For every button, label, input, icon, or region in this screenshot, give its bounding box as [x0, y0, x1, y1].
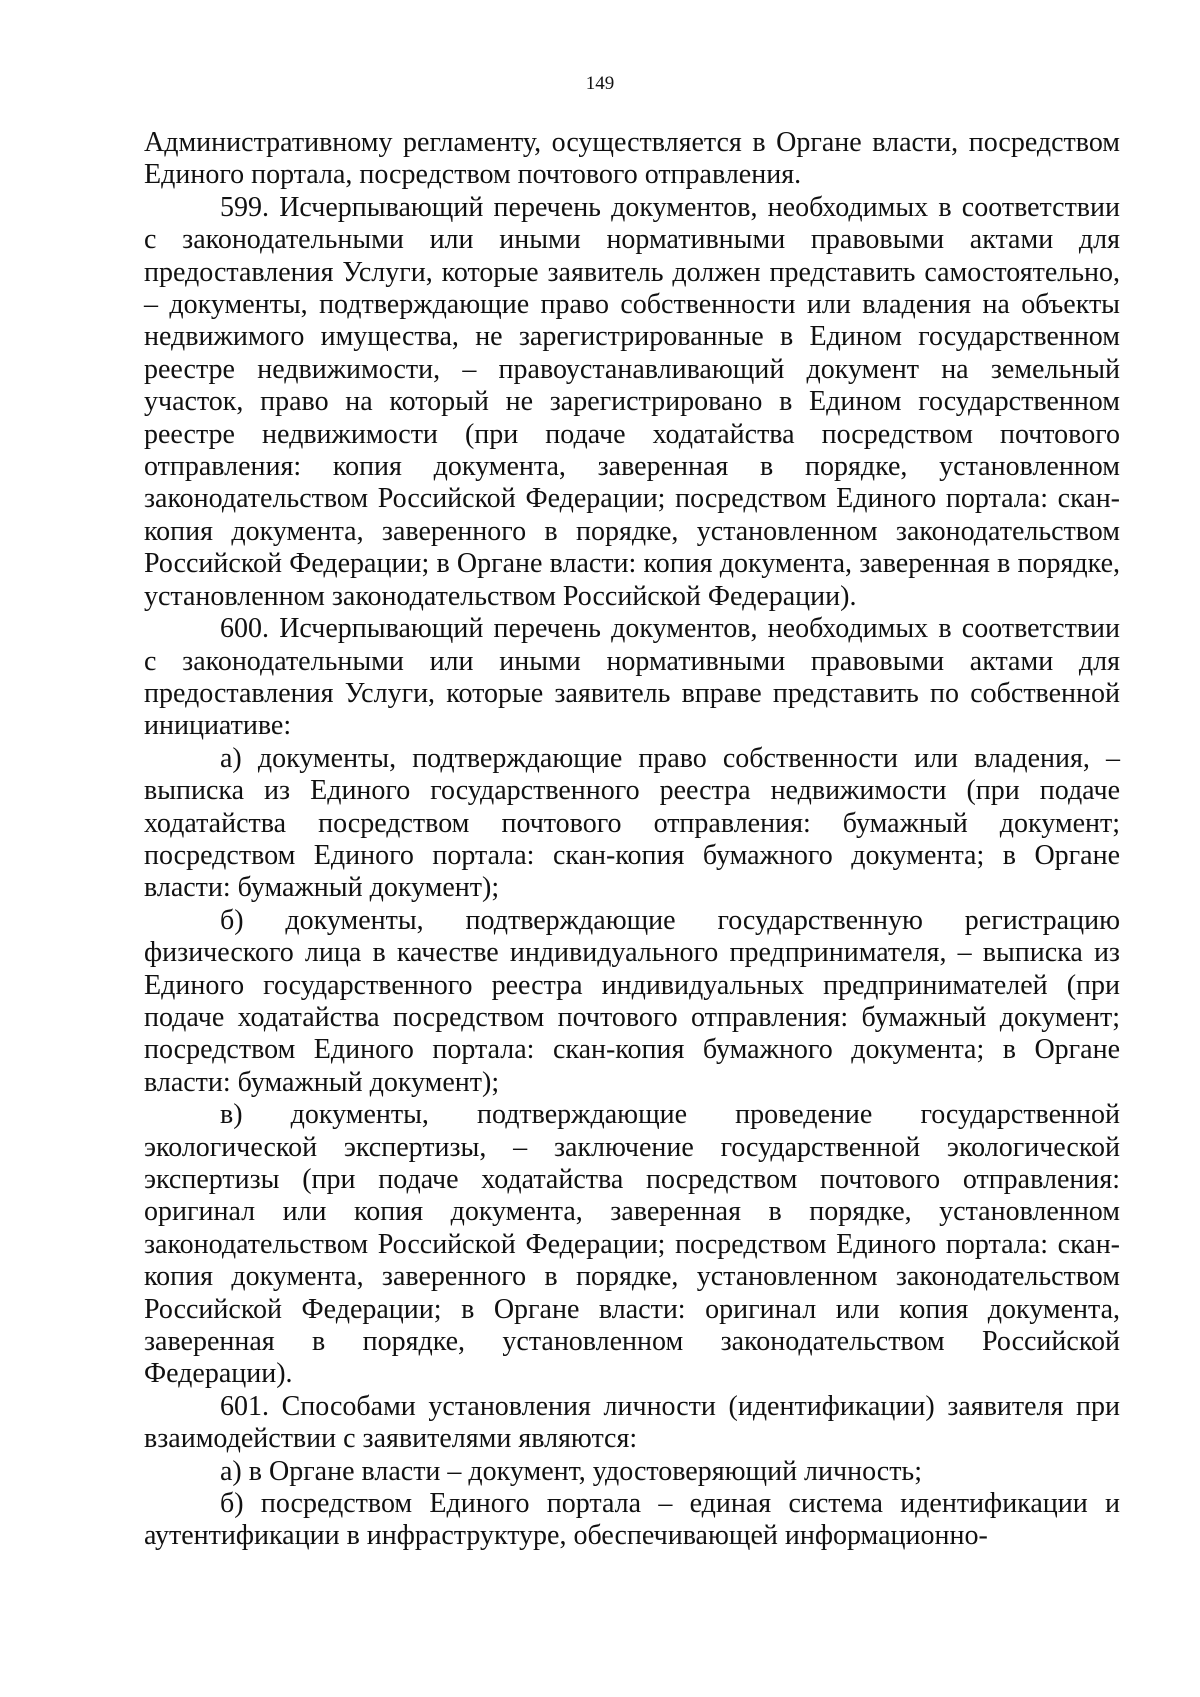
- list-item-600-v: в) документы, подтверждающие проведение государственной экологической экспертизы, – заключение государственной экологической экспертизы (при подаче ходатайства посредством почтового отправления: оригинал или копия документа, заверенная в порядке, установленном законодательством Российской Федерации; посредством Единого портала: скан-копия документа, заверенного в порядке, установленном законодательством Российской Федерации; в Органе власти: оригинал или копия документа, заверенная в порядке, установленном законодательством Российской Федерации).: [144, 1099, 1120, 1390]
- paragraph-599: 599. Исчерпывающий перечень документов, необходимых в соответствии с законодательными или иными нормативными правовыми актами для предоставления Услуги, которые заявитель должен представить самостоятельно, – документы, подтверждающие право собственности или владения на объекты недвижимого имущества, не зарегистрированные в Едином государственном реестре недвижимости, – правоустанавливающий документ на земельный участок, право на который не зарегистрировано в Едином государственном реестре недвижимости (при подаче ходатайства посредством почтового отправления: копия документа, заверенная в порядке, установленном законодательством Российской Федерации; посредством Единого портала: скан-копия документа, заверенного в порядке, установленном законодательством Российской Федерации; в Органе власти: копия документа, заверенная в порядке, установленном законодательством Российской Федерации).: [144, 191, 1120, 612]
- document-body: [144, 127, 1120, 1553]
- list-item-600-a: а) документы, подтверждающие право собственности или владения, – выписка из Единого государственного реестра недвижимости (при подаче ходатайства посредством почтового отправления: бумажный документ; посредством Единого портала: скан-копия бумажного документа; в Органе власти: бумажный документ);: [144, 742, 1120, 904]
- list-item-601-b: б) посредством Единого портала – единая система идентификации и аутентификации в инфраструктуре, обеспечивающей информационно-: [144, 1488, 1120, 1552]
- paragraph-continuation: Административному регламенту, осуществляется в Органе власти, посредством Единого портала, посредством почтового отправления.: [144, 127, 1120, 191]
- page-number: 149: [585, 73, 615, 94]
- list-item-601-a: а) в Органе власти – документ, удостоверяющий личность;: [220, 1455, 922, 1487]
- paragraph-600: 600. Исчерпывающий перечень документов, необходимых в соответствии с законодательными или иными нормативными правовыми актами для предоставления Услуги, которые заявитель вправе представить по собственной инициативе:: [144, 613, 1120, 742]
- paragraph-601: 601. Способами установления личности (идентификации) заявителя при взаимодействии с заявителями являются:: [144, 1390, 1120, 1455]
- list-item-600-b: б) документы, подтверждающие государственную регистрацию физического лица в качестве индивидуального предпринимателя, – выписка из Единого государственного реестра индивидуальных предпринимателей (при подаче ходатайства посредством почтового отправления: бумажный документ; посредством Единого портала: скан-копия бумажного документа; в Органе власти: бумажный документ);: [144, 904, 1120, 1098]
